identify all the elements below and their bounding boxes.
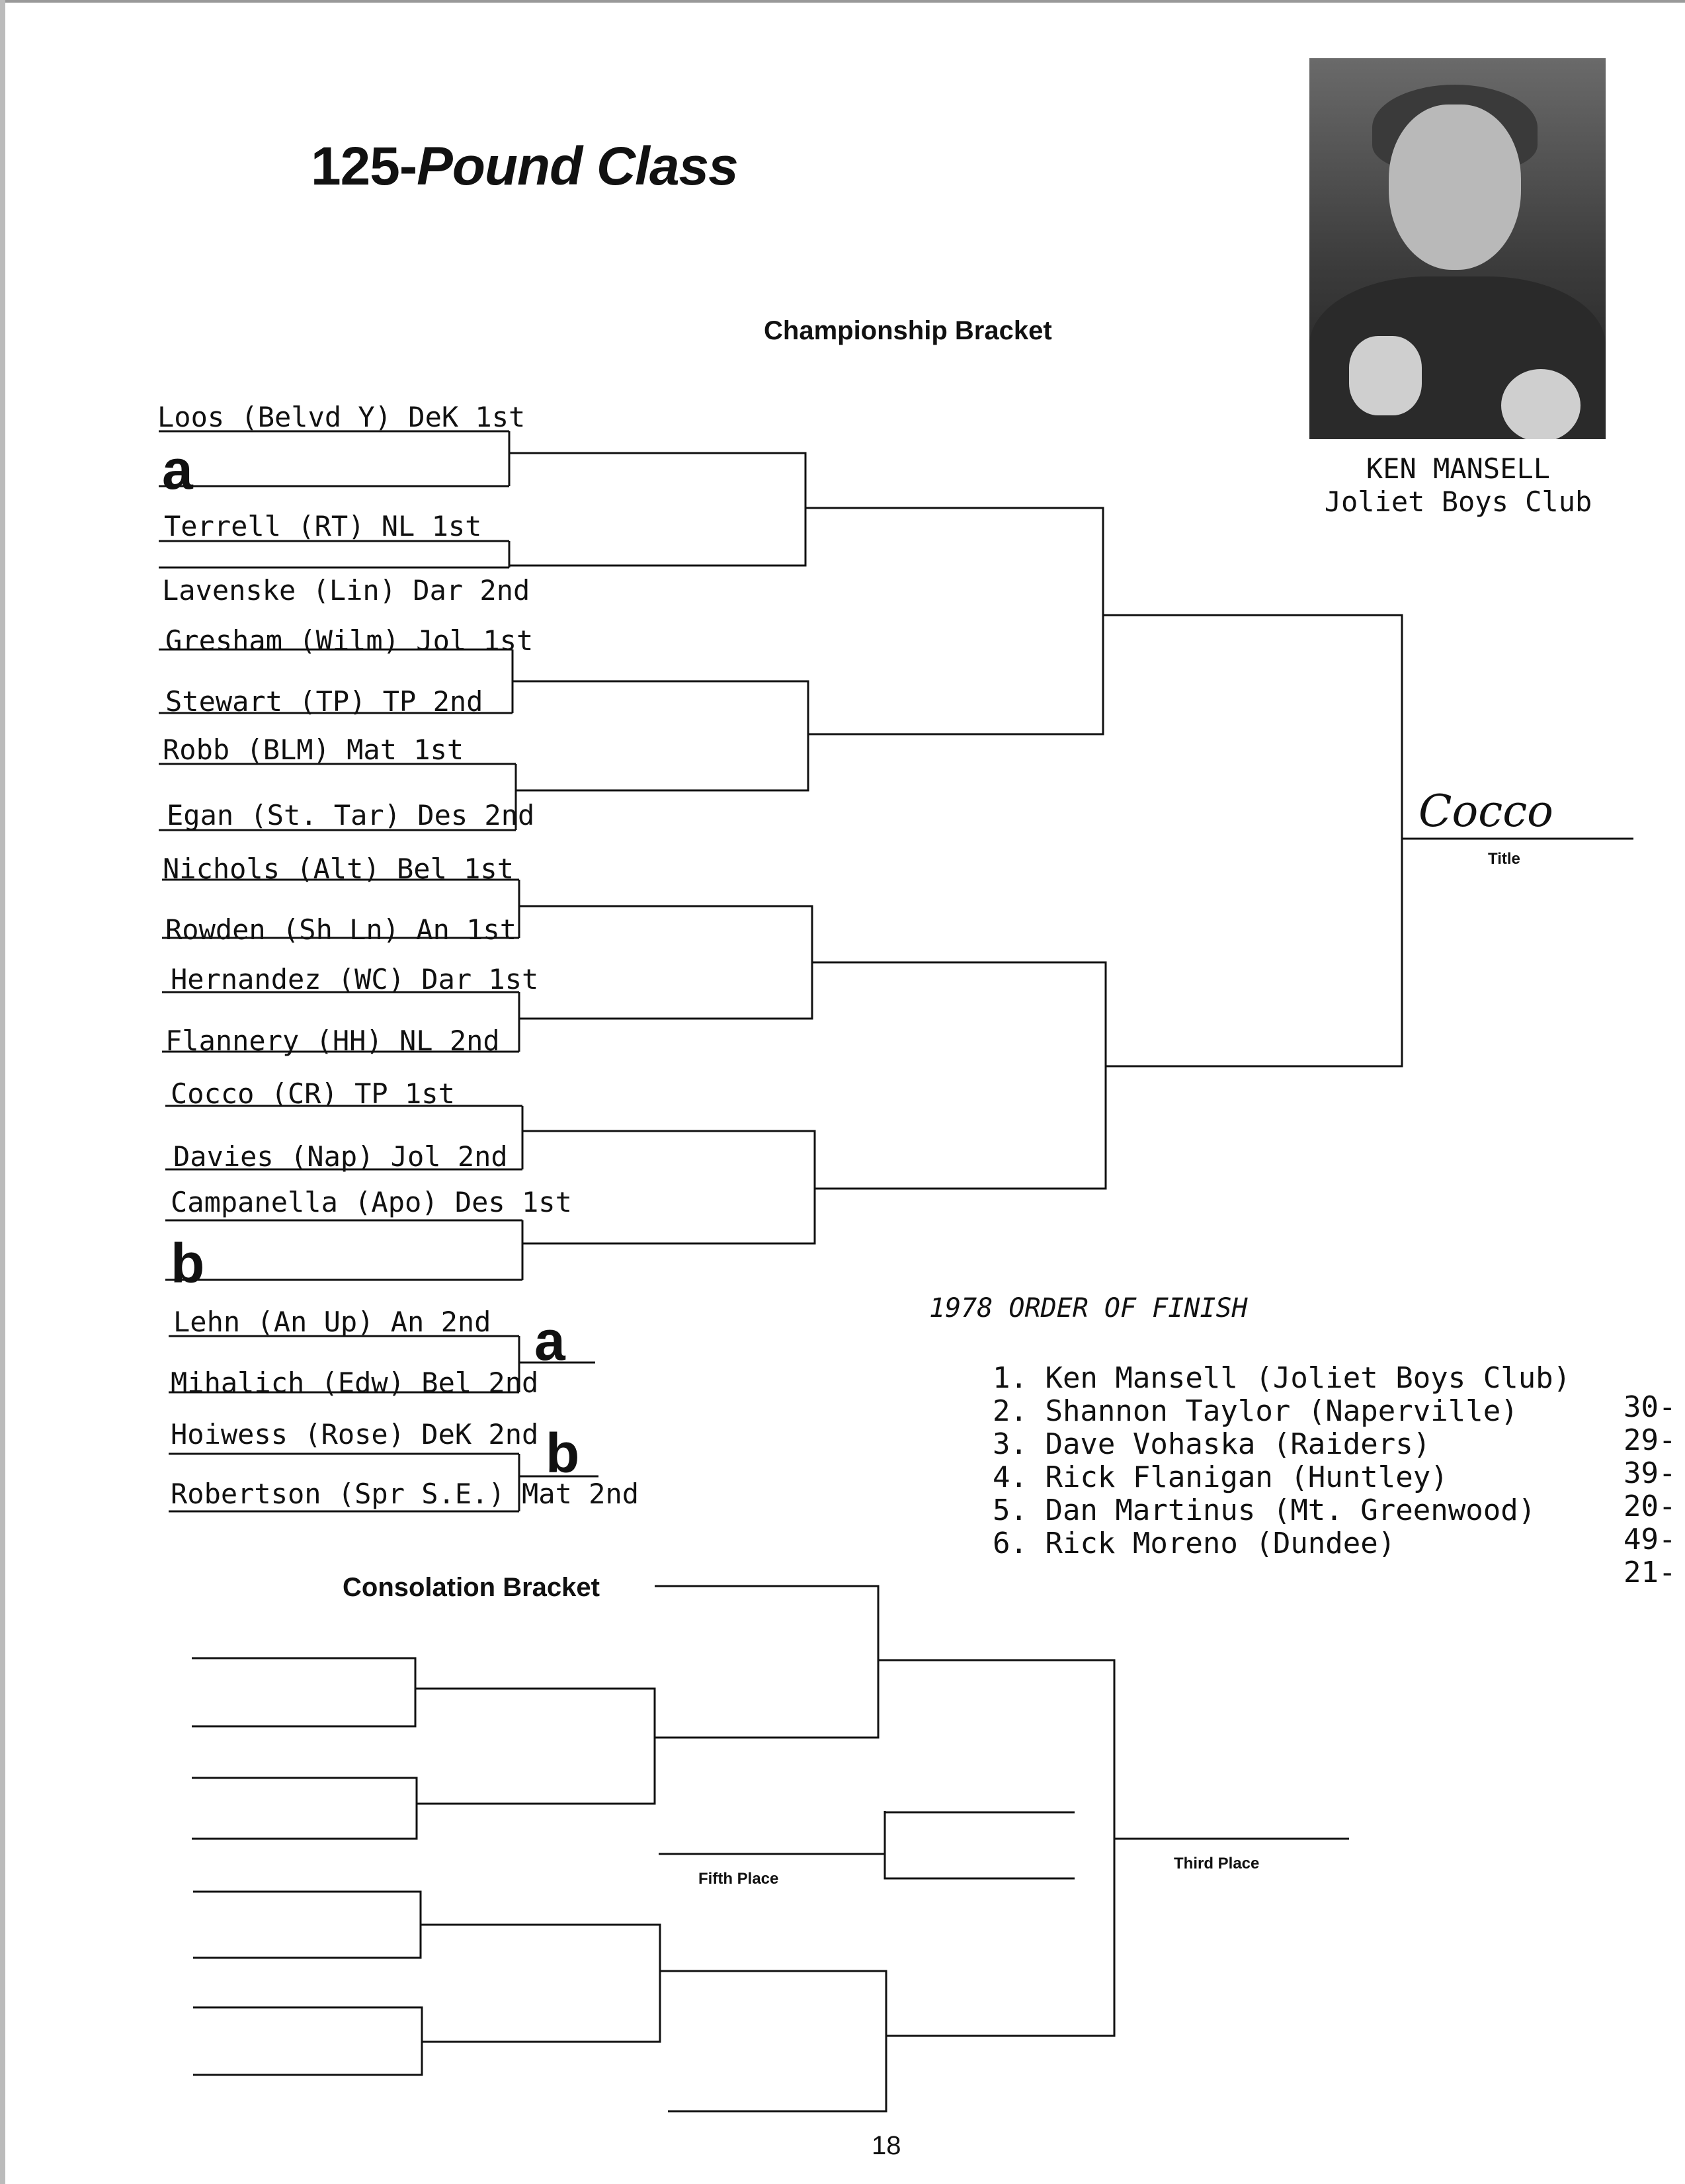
fifth-place-label: Fifth Place bbox=[698, 1870, 779, 1888]
entry-rowden: Rowden (Sh Ln) An 1st bbox=[165, 913, 517, 946]
finish-record: 39- bbox=[1623, 1456, 1676, 1490]
order-of-finish-list bbox=[923, 1335, 1683, 1589]
page-number: 18 bbox=[872, 2131, 901, 2160]
title-number: 125- bbox=[311, 136, 417, 196]
finish-text: Ken Mansell (Joliet Boys Club) bbox=[1045, 1361, 1571, 1395]
title-text: Pound Class bbox=[417, 136, 738, 196]
finish-record: 20- bbox=[1623, 1490, 1676, 1523]
entry-lehn: Lehn (An Up) An 2nd bbox=[173, 1306, 491, 1338]
entry-campanella: Campanella (Apo) Des 1st bbox=[171, 1186, 572, 1218]
finish-record: 30- bbox=[1623, 1390, 1676, 1424]
entry-nichols: Nichols (Alt) Bel 1st bbox=[163, 853, 514, 885]
championship-bracket-label: Championship Bracket bbox=[764, 316, 1052, 345]
finish-rank: 1. bbox=[992, 1361, 1028, 1395]
entry-loos: Loos (Belvd Y) DeK 1st bbox=[157, 401, 526, 433]
finish-text: Rick Moreno (Dundee) bbox=[1045, 1527, 1396, 1560]
finish-rank: 5. bbox=[992, 1493, 1028, 1527]
finish-rank: 4. bbox=[992, 1460, 1028, 1494]
third-place-label: Third Place bbox=[1174, 1855, 1260, 1872]
title-label: Title bbox=[1488, 850, 1520, 868]
entry-robertson: Robertson (Spr S.E.) Mat 2nd bbox=[171, 1478, 639, 1510]
entry-hoiwess: Hoiwess (Rose) DeK 2nd bbox=[171, 1418, 539, 1450]
finish-rank: 6. bbox=[992, 1527, 1028, 1560]
entry-terrell: Terrell (RT) NL 1st bbox=[164, 510, 482, 542]
entry-gresham: Gresham (Wilm) Jol 1st bbox=[165, 624, 534, 657]
consolation-bracket-label: Consolation Bracket bbox=[343, 1573, 600, 1602]
finish-text: Dave Vohaska (Raiders) bbox=[1045, 1427, 1431, 1461]
entry-lavenske: Lavenske (Lin) Dar 2nd bbox=[162, 574, 530, 607]
entry-hernandez: Hernandez (WC) Dar 1st bbox=[171, 963, 539, 995]
finish-rank: 2. bbox=[992, 1394, 1028, 1428]
finish-text: Dan Martinus (Mt. Greenwood) bbox=[1045, 1493, 1536, 1527]
entry-flannery: Flannery (HH) NL 2nd bbox=[165, 1025, 500, 1057]
order-of-finish-heading: 1978 ORDER OF FINISH bbox=[929, 1293, 1248, 1323]
finish-text: Rick Flanigan (Huntley) bbox=[1045, 1460, 1448, 1494]
entry-davies: Davies (Nap) Jol 2nd bbox=[173, 1140, 508, 1173]
entry-egan: Egan (St. Tar) Des 2nd bbox=[167, 799, 535, 831]
finish-text: Shannon Taylor (Naperville) bbox=[1045, 1394, 1518, 1428]
finish-record: 49- bbox=[1623, 1523, 1676, 1556]
entry-robb: Robb (BLM) Mat 1st bbox=[163, 734, 464, 766]
champion-name: Cocco bbox=[1418, 786, 1553, 837]
entry-mihalich: Mihalich (Edw) Bel 2nd bbox=[171, 1366, 539, 1399]
marker-a-champ: a bbox=[162, 439, 193, 501]
finish-record: 29- bbox=[1623, 1423, 1676, 1457]
marker-b-champ: b bbox=[171, 1232, 205, 1294]
marker-a-prelim: a bbox=[534, 1310, 565, 1372]
caption-name: KEN MANSELL bbox=[1366, 452, 1551, 485]
marker-b-prelim: b bbox=[546, 1422, 580, 1484]
caption-club: Joliet Boys Club bbox=[1324, 485, 1592, 519]
finish-record: 21- bbox=[1623, 1556, 1676, 1589]
entry-cocco: Cocco (CR) TP 1st bbox=[171, 1077, 455, 1110]
finish-rank: 3. bbox=[992, 1427, 1028, 1461]
entry-stewart: Stewart (TP) TP 2nd bbox=[165, 685, 483, 718]
